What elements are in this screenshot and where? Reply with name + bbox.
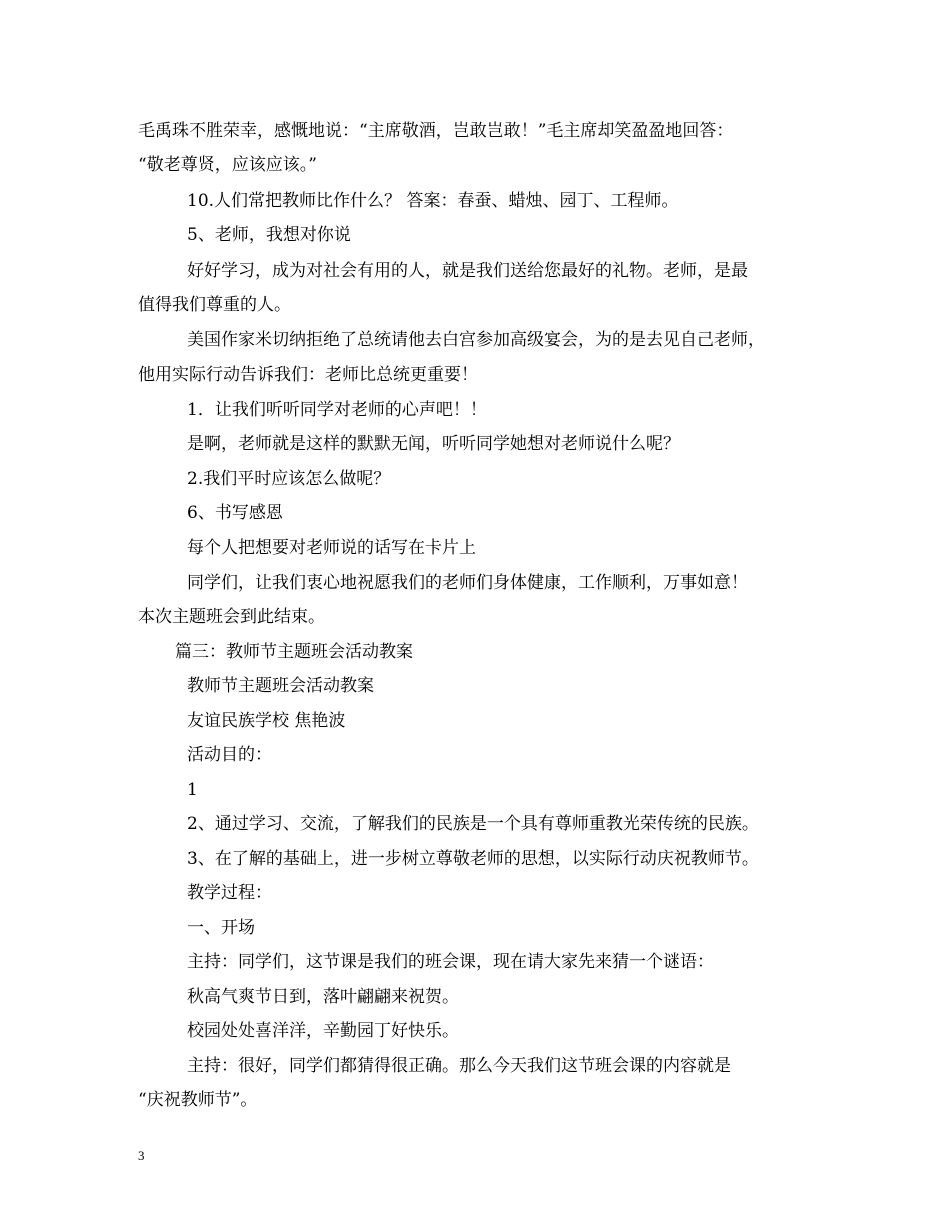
text-line: 校园处处喜洋洋，辛勤园丁好快乐。 — [187, 1021, 459, 1041]
text-line: 1 — [187, 780, 198, 800]
section-heading: 篇三：教师节主题班会活动教案 — [175, 642, 413, 662]
text-line: 3、在了解的基础上，进一步树立尊敬老师的思想，以实际行动庆祝教师节。 — [187, 849, 759, 869]
text-line: 秋高气爽节日到，落叶翩翩来祝贺。 — [187, 987, 459, 1007]
section-heading: 5、老师，我想对你说 — [187, 225, 351, 245]
author-line: 友谊民族学校 焦艳波 — [187, 711, 346, 731]
text-line: 活动目的： — [187, 745, 272, 765]
page-number: 3 — [138, 1148, 145, 1163]
text-line: 同学们，让我们衷心地祝愿我们的老师们身体健康，工作顺利，万事如意！ — [187, 573, 748, 593]
text-line: 值得我们尊重的人。 — [138, 295, 291, 315]
text-line: 美国作家米切纳拒绝了总统请他去白宫参加高级宴会，为的是去见自己老师， — [187, 330, 765, 350]
text-line: “敬老尊贤，应该应该。” — [138, 155, 317, 175]
text-line: 好好学习，成为对社会有用的人，就是我们送给您最好的礼物。老师，是最 — [187, 261, 748, 281]
text-line: 毛禹珠不胜荣幸，感慨地说：“主席敬酒，岂敢岂敢！”毛主席却笑盈盈地回答： — [138, 121, 734, 141]
text-line: 1．让我们听听同学对老师的心声吧！！ — [187, 400, 487, 420]
text-line: “庆祝教师节”。 — [138, 1090, 258, 1110]
text-line: 本次主题班会到此结束。 — [138, 607, 325, 627]
text-line: 2、通过学习、交流，了解我们的民族是一个具有尊师重教光荣传统的民族。 — [187, 814, 759, 834]
text-line: 一、开场 — [187, 918, 255, 938]
text-line: 每个人把想要对老师说的话写在卡片上 — [187, 538, 476, 558]
text-line: 主持：很好，同学们都猜得很正确。那么今天我们这节班会课的内容就是 — [187, 1056, 731, 1076]
text-line: 是啊，老师就是这样的默默无闻，听听同学她想对老师说什么呢？ — [187, 434, 680, 454]
document-title: 教师节主题班会活动教案 — [187, 676, 374, 696]
text-line: 2.我们平时应该怎么做呢？ — [187, 469, 391, 489]
text-line: 主持：同学们，这节课是我们的班会课，现在请大家先来猜一个谜语： — [187, 952, 714, 972]
text-line: 他用实际行动告诉我们：老师比总统更重要！ — [138, 365, 478, 385]
text-line: 教学过程： — [187, 883, 272, 903]
text-line: 10.人们常把教师比作什么？ 答案：春蚕、蜡烛、园丁、工程师。 — [187, 191, 679, 211]
section-heading: 6、书写感恩 — [187, 503, 283, 523]
